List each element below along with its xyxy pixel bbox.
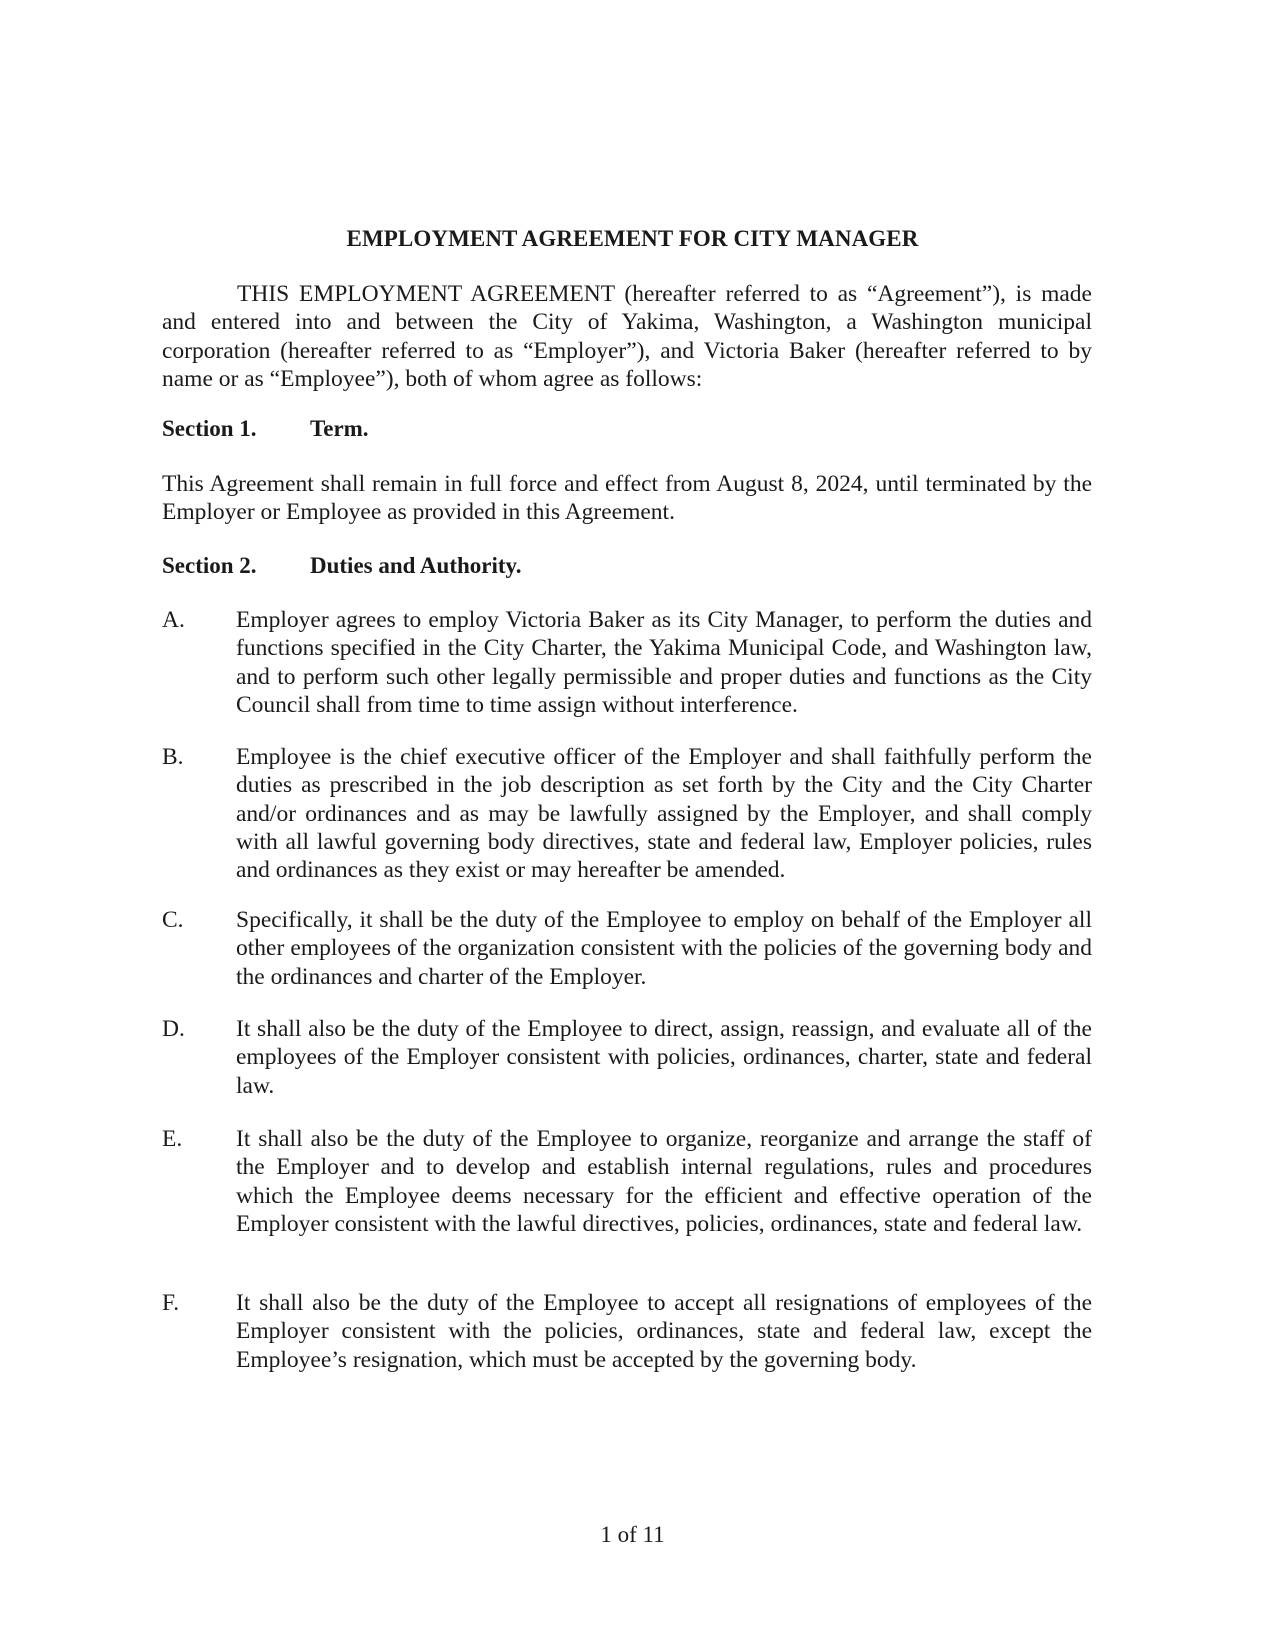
- item-text: It shall also be the duty of the Employee to accept all resignations of employees of the Employer consistent with the policies, ordinances, state and federal law, except the Employee’s resignation, which must be accepted by the governing body.: [236, 1290, 1092, 1373]
- item-text: Employee is the chief executive officer of the Employer and shall faithfully perform the duties as prescribed in the job description as set forth by the City and the City Charter and/or ordinances and as may be lawfully assigned by the Employer, and shall comply with all lawful governing body directives, state and federal law, Employer policies, rules and ordinances as they exist or may hereafter be amended.: [236, 744, 1092, 884]
- item-text: It shall also be the duty of the Employee to direct, assign, reassign, and evaluate all of the employees of the Employer consistent with policies, ordinances, charter, state and federal law.: [236, 1016, 1092, 1099]
- list-item-b: [162, 743, 1092, 884]
- list-item-d: [162, 1015, 1092, 1100]
- list-item-a: [162, 606, 1092, 719]
- item-letter: A.: [162, 607, 185, 633]
- item-text: Employer agrees to employ Victoria Baker as its City Manager, to perform the duties and functions specified in the City Charter, the Yakima Municipal Code, and Washington law, and to perform such other legally permissible and proper duties and functions as the City Council shall from time to time assign without interference.: [236, 607, 1092, 718]
- item-letter: C.: [162, 907, 184, 933]
- section-2-heading: [162, 553, 522, 579]
- section-title: Duties and Authority.: [310, 553, 522, 578]
- item-letter: D.: [162, 1016, 185, 1042]
- section-number: Section 1.: [162, 416, 257, 441]
- item-letter: E.: [162, 1126, 183, 1152]
- list-item-e: [162, 1125, 1092, 1238]
- document-title: EMPLOYMENT AGREEMENT FOR CITY MANAGER: [346, 226, 919, 251]
- list-item-c: [162, 906, 1092, 991]
- item-letter: F.: [162, 1290, 180, 1316]
- item-text: Specifically, it shall be the duty of the Employee to employ on behalf of the Employer all other employees of the organization consistent with the policies of the governing body and the ordinances and charter of the Employer.: [236, 907, 1092, 990]
- item-text: It shall also be the duty of the Employee to organize, reorganize and arrange the staff of the Employer and to develop and establish internal regulations, rules and procedures which the Employee deems necessary for the efficient and effective operation of the Employer consistent with the lawful directives, policies, ordinances, state and federal law.: [236, 1126, 1092, 1237]
- list-item-f: [162, 1289, 1092, 1374]
- intro-paragraph: THIS EMPLOYMENT AGREEMENT (hereafter referred to as “Agreement”), is made and entered into and between the City of Yakima, Washington, a Washington municipal corporation (hereafter referred to as “Employer”), and Victoria Baker (hereafter referred to by name or as “Employee”), both of whom agree as follows:: [162, 281, 1092, 392]
- item-letter: B.: [162, 744, 184, 770]
- section-title: Term.: [310, 416, 369, 441]
- section-number: Section 2.: [162, 553, 257, 578]
- section-1-text: This Agreement shall remain in full force and effect from August 8, 2024, until terminated by the Employer or Employee as provided in this Agreement.: [162, 471, 1092, 526]
- section-1-heading: [162, 416, 369, 442]
- page-number: 1 of 11: [600, 1522, 665, 1547]
